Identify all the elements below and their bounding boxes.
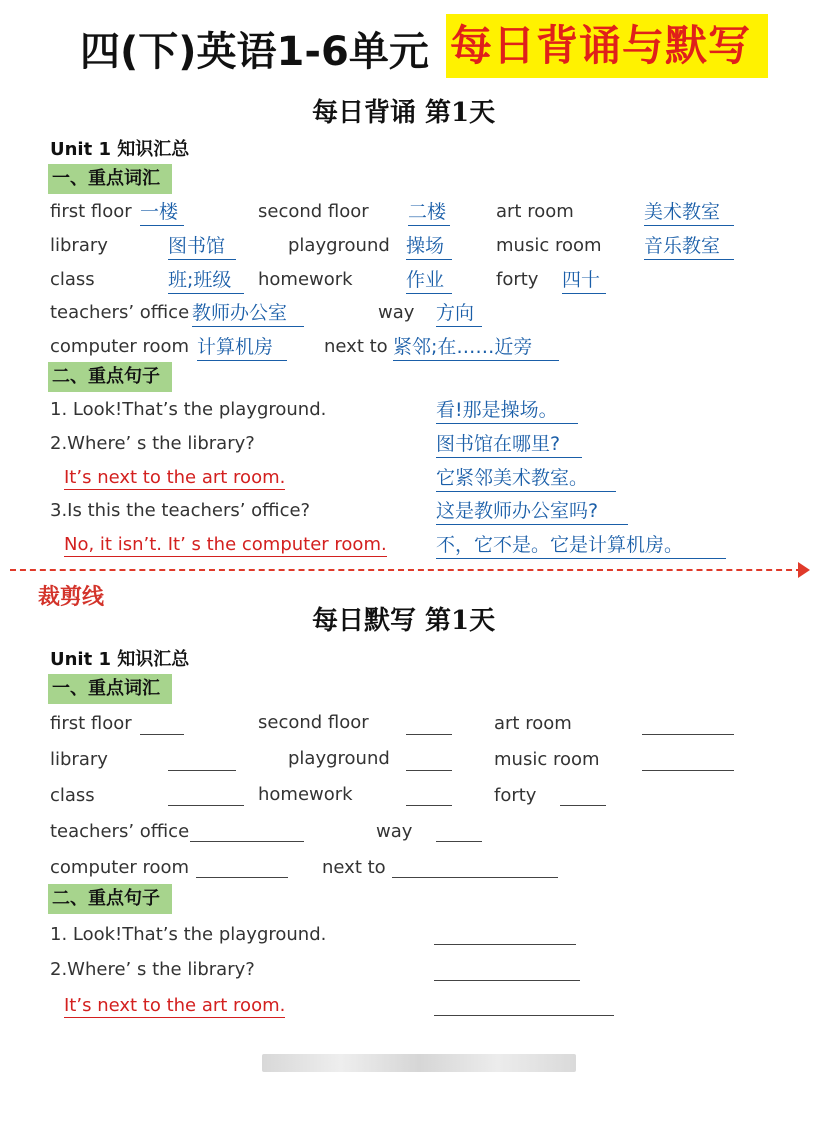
watermark — [262, 1054, 576, 1072]
recite-answer: 紧邻;在……近旁 — [393, 335, 559, 361]
answer-blank[interactable] — [196, 876, 288, 878]
answer-blank[interactable] — [434, 943, 576, 945]
answer-blank[interactable] — [406, 769, 452, 771]
dictation-word: computer room — [50, 857, 190, 878]
title-highlight-box — [446, 14, 768, 78]
recite-answer: 方向 — [436, 301, 482, 327]
dictation-sentence-response: It’s next to the art room. — [64, 995, 286, 1016]
recite-unit-heading: Unit 1 知识汇总 — [50, 139, 190, 160]
answer-blank[interactable] — [168, 804, 244, 806]
cut-line-arrow-icon — [798, 562, 810, 578]
recite-word: way — [378, 302, 415, 323]
dictation-word: class — [50, 785, 95, 806]
recite-word: homework — [258, 269, 353, 290]
answer-blank[interactable] — [392, 876, 558, 878]
recite-word: class — [50, 269, 95, 290]
dictation-word: way — [376, 821, 413, 842]
dictation-word: homework — [258, 784, 353, 805]
recite-sentence-answer: 不，它不是。它是计算机房。 — [436, 533, 726, 559]
dictation-sentence: 1. Look!That’s the playground. — [50, 924, 327, 945]
dictation-word: library — [50, 749, 108, 770]
recite-answer: 教师办公室 — [192, 301, 304, 327]
answer-blank[interactable] — [140, 733, 184, 735]
recite-sentence: 3.Is this the teachers’ office? — [50, 500, 311, 521]
cut-line-label: 裁剪线 — [38, 584, 105, 610]
answer-blank[interactable] — [406, 804, 452, 806]
recite-word: second floor — [258, 201, 369, 222]
recite-word: art room — [496, 201, 574, 222]
recite-answer: 图书馆 — [168, 234, 236, 260]
recite-answer: 一楼 — [140, 200, 184, 226]
dictation-word: music room — [494, 749, 600, 770]
recite-answer: 计算机房 — [197, 335, 287, 361]
answer-blank[interactable] — [190, 840, 304, 842]
title-highlight-text: 每日背诵与默写 — [450, 21, 752, 70]
recite-sentence-response: No, it isn’t. It’ s the computer room. — [64, 534, 387, 555]
dictation-subtitle: 每日默写 第1天 — [312, 606, 496, 636]
recite-answer: 四十 — [562, 268, 606, 294]
recite-word: teachers’ office — [50, 302, 190, 323]
recite-answer: 美术教室 — [644, 200, 734, 226]
recite-answer: 音乐教室 — [644, 234, 734, 260]
dictation-word: forty — [494, 785, 537, 806]
recite-answer: 作业 — [406, 268, 452, 294]
dictation-word: playground — [288, 748, 390, 769]
dictation-vocab-heading: 一、重点词汇 — [48, 674, 172, 704]
answer-blank[interactable] — [434, 979, 580, 981]
recite-answer: 班;班级 — [168, 268, 244, 294]
dictation-unit-heading: Unit 1 知识汇总 — [50, 649, 190, 670]
recite-sentence-answer: 这是教师办公室吗? — [436, 499, 628, 525]
recite-sentence-answer: 看!那是操场。 — [436, 398, 578, 424]
recite-answer: 操场 — [406, 234, 452, 260]
dictation-word: second floor — [258, 712, 369, 733]
recite-sentence-heading: 二、重点句子 — [48, 362, 172, 392]
recite-word: playground — [288, 235, 390, 256]
answer-blank[interactable] — [406, 733, 452, 735]
recite-subtitle: 每日背诵 第1天 — [312, 98, 496, 128]
recite-word: first floor — [50, 201, 132, 222]
dictation-word: next to — [322, 857, 386, 878]
dictation-sentence-heading: 二、重点句子 — [48, 884, 172, 914]
recite-sentence: 2.Where’ s the library? — [50, 433, 255, 454]
recite-sentence-answer: 图书馆在哪里? — [436, 432, 582, 458]
recite-word: next to — [324, 336, 388, 357]
dictation-word: teachers’ office — [50, 821, 190, 842]
recite-answer: 二楼 — [408, 200, 450, 226]
page-title: 四(下)英语1-6单元 — [80, 29, 429, 75]
answer-blank[interactable] — [642, 769, 734, 771]
recite-vocab-heading: 一、重点词汇 — [48, 164, 172, 194]
recite-word: music room — [496, 235, 602, 256]
answer-blank[interactable] — [436, 840, 482, 842]
recite-word: forty — [496, 269, 539, 290]
recite-sentence: 1. Look!That’s the playground. — [50, 399, 327, 420]
recite-sentence-answer: 它紧邻美术教室。 — [436, 466, 616, 492]
dictation-sentence: 2.Where’ s the library? — [50, 959, 255, 980]
answer-blank[interactable] — [434, 1014, 614, 1016]
dictation-word: first floor — [50, 713, 132, 734]
cut-line — [10, 569, 802, 571]
recite-word: computer room — [50, 336, 190, 357]
recite-sentence-response: It’s next to the art room. — [64, 467, 286, 488]
dictation-word: art room — [494, 713, 572, 734]
answer-blank[interactable] — [642, 733, 734, 735]
answer-blank[interactable] — [560, 804, 606, 806]
answer-blank[interactable] — [168, 769, 236, 771]
recite-word: library — [50, 235, 108, 256]
